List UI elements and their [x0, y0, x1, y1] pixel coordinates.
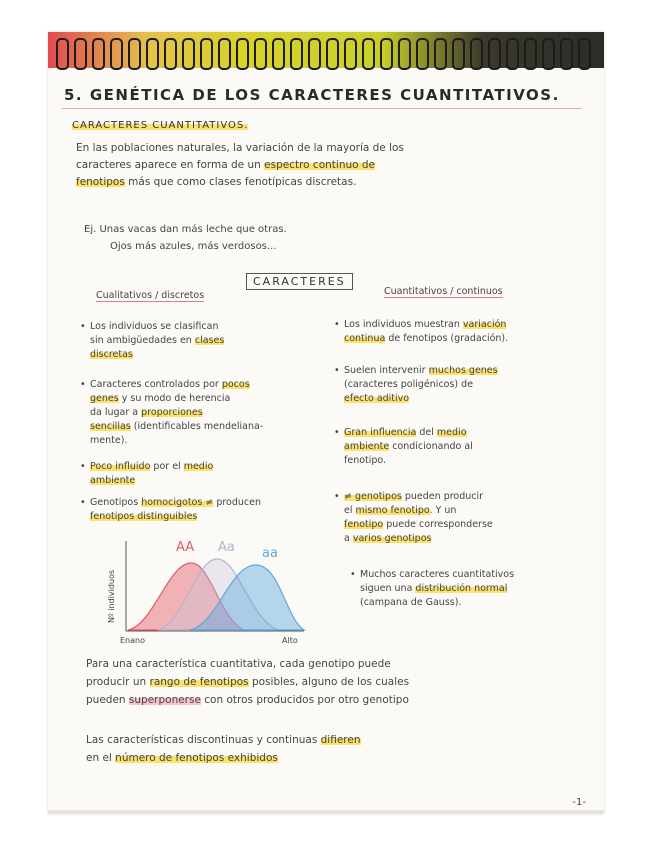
bottom-line-5: en el número de fenotipos exhibidos: [86, 752, 278, 764]
x-axis-low-label: Enano: [120, 636, 145, 645]
spiral-ring: [272, 38, 285, 70]
spiral-ring: [236, 38, 249, 70]
section-subtitle: CARACTERES CUANTITATIVOS.: [72, 120, 249, 131]
spiral-ring: [218, 38, 231, 70]
page-title: 5. GENÉTICA DE LOS CARACTERES CUANTITATIVOS.: [64, 86, 560, 104]
spiral-ring: [380, 38, 393, 70]
spiral-ring: [434, 38, 447, 70]
spiral-ring: [146, 38, 159, 70]
caracteres-box-heading: CARACTERES: [246, 273, 353, 290]
bottom-line-1: Para una característica cuantitativa, cada genotipo puede: [86, 658, 391, 670]
page-bottom-edge: [48, 810, 604, 814]
right-bullet-4: • ≠ genotipos pueden producir el mismo fenotipo. Y un fenotipo puede corresponderse a varios genotipos: [334, 491, 493, 544]
right-bullet-3: • Gran influencia del medio ambiente condicionando al fenotipo.: [334, 427, 473, 466]
bottom-line-2: producir un rango de fenotipos posibles, alguno de los cuales: [86, 676, 410, 688]
title-underline: [62, 108, 582, 109]
label-AA: AA: [176, 540, 195, 555]
spiral-ring: [362, 38, 375, 70]
left-bullet-3: • Poco influido por el medio ambiente: [80, 461, 214, 486]
left-column-heading: Cualitativos / discretos: [96, 290, 205, 301]
right-column-heading: Cuantitativos / continuos: [384, 286, 503, 297]
spiral-ring: [200, 38, 213, 70]
bottom-line-4: Las características discontinuas y continuas difieren: [86, 734, 361, 746]
intro-line-2: caracteres aparece en forma de un espectro continuo de: [76, 159, 376, 171]
spiral-ring: [92, 38, 105, 70]
x-axis-high-label: Alto: [282, 636, 298, 645]
spiral-ring: [290, 38, 303, 70]
spiral-ring: [416, 38, 429, 70]
spiral-ring: [308, 38, 321, 70]
notebook-page: [48, 32, 604, 814]
label-Aa: Aa: [218, 540, 235, 555]
spiral-ring: [488, 38, 501, 70]
spiral-ring: [74, 38, 87, 70]
spiral-ring: [182, 38, 195, 70]
spiral-ring: [128, 38, 141, 70]
spiral-ring: [326, 38, 339, 70]
left-bullet-4: • Genotipos homocigotos ≠ producen fenotipos distinguibles: [80, 497, 261, 522]
y-axis-label: Nº individuos: [107, 569, 116, 623]
spiral-ring: [56, 38, 69, 70]
left-bullet-1: • Los individuos se clasifican sin ambigüedades en clases discretas: [80, 321, 225, 360]
right-bullet-2: • Suelen intervenir muchos genes (caracteres poligénicos) de efecto aditivo: [334, 365, 498, 404]
spiral-ring: [344, 38, 357, 70]
intro-line-3: fenotipos más que como clases fenotípicas discretas.: [76, 176, 357, 188]
left-bullet-2: • Caracteres controlados por pocos genes y su modo de herencia da lugar a proporciones sencillas (identificables mendeliana- mente).: [80, 379, 264, 446]
page-number: -1-: [572, 797, 586, 808]
spiral-ring: [542, 38, 555, 70]
example-line-1: Ej. Unas vacas dan más leche que otras.: [84, 224, 287, 235]
right-bullet-1: • Los individuos muestran variación continua de fenotipos (gradación).: [334, 319, 509, 344]
spiral-ring: [470, 38, 483, 70]
spiral-ring: [398, 38, 411, 70]
spiral-ring: [560, 38, 573, 70]
spiral-ring: [164, 38, 177, 70]
label-aa: aa: [262, 546, 278, 561]
spiral-ring: [578, 38, 591, 70]
spiral-ring: [524, 38, 537, 70]
genotype-distribution-sketch: [98, 535, 308, 645]
right-bullet-5: • Muchos caracteres cuantitativos siguen una distribución normal (campana de Gauss).: [350, 569, 515, 608]
example-line-2: Ojos más azules, más verdosos...: [110, 241, 277, 252]
bottom-line-3: pueden superponerse con otros producidos por otro genotipo: [86, 694, 409, 706]
intro-line-1: En las poblaciones naturales, la variación de la mayoría de los: [76, 142, 404, 154]
spiral-ring: [452, 38, 465, 70]
spiral-ring: [506, 38, 519, 70]
spiral-ring: [254, 38, 267, 70]
spiral-ring: [110, 38, 123, 70]
